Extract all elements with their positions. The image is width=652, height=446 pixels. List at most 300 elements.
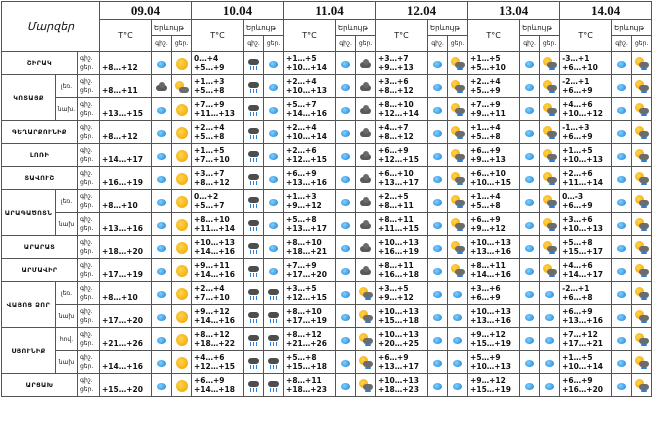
night-weather-cell xyxy=(612,213,632,236)
day-temp: +8…+10 xyxy=(102,201,138,210)
night-temp: +6…+10 xyxy=(378,169,414,178)
day-temp: +18…+23 xyxy=(286,385,327,394)
cloud-icon xyxy=(359,82,372,92)
day-temp: +12…+15 xyxy=(194,362,235,371)
temperature-range xyxy=(100,282,152,305)
night-weather-cell xyxy=(152,75,172,98)
day-temp: +21…+26 xyxy=(286,339,327,348)
night-weather-cell xyxy=(336,282,356,305)
temperature-range xyxy=(376,305,428,328)
night-weather-cell xyxy=(152,305,172,328)
night-weather-cell xyxy=(428,190,448,213)
sunrain-icon xyxy=(451,103,465,117)
night-weather-cell xyxy=(520,98,540,121)
subregion-label: նախ xyxy=(56,213,78,236)
day-label: ցեր. xyxy=(80,110,94,117)
day-temp: +13…+16 xyxy=(470,247,512,256)
sunrain-icon xyxy=(635,195,649,209)
night-weather-cell xyxy=(428,213,448,236)
night-temp: +1…+3 xyxy=(286,192,317,201)
day-temp: +8…+12 xyxy=(102,63,138,72)
rain-icon xyxy=(247,380,260,393)
day-temp: +14…+16 xyxy=(194,316,235,325)
drop-icon xyxy=(157,245,166,252)
day-temp: +15…+19 xyxy=(470,339,512,348)
drop-icon xyxy=(453,291,462,298)
rain-icon xyxy=(247,334,260,347)
night-weather-cell xyxy=(244,167,264,190)
day-weather-cell xyxy=(264,52,284,75)
temperature-range xyxy=(100,144,152,167)
day-short-label: ցեր. xyxy=(174,39,189,47)
time-of-day-labels xyxy=(78,213,100,236)
day-weather-cell xyxy=(264,305,284,328)
night-weather-cell xyxy=(612,75,632,98)
day-temp: +9…+13 xyxy=(378,63,414,72)
night-weather-cell xyxy=(152,144,172,167)
drop-icon xyxy=(545,314,554,321)
day-label: ցեր. xyxy=(80,363,94,370)
night-weather-cell xyxy=(612,259,632,282)
sunrain-icon xyxy=(359,356,373,370)
time-of-day-labels xyxy=(78,121,100,144)
drop-icon xyxy=(617,153,626,160)
night-weather-cell xyxy=(152,167,172,190)
subregion-label: լեռ. xyxy=(56,190,78,213)
night-temp xyxy=(102,353,151,362)
cloud-icon xyxy=(359,174,372,184)
night-temp: +10…+13 xyxy=(378,376,419,385)
table-row xyxy=(2,121,652,144)
sunrain-icon xyxy=(635,310,649,324)
night-temp xyxy=(102,261,151,270)
temperature-range xyxy=(376,213,428,236)
night-temp: -2…+1 xyxy=(562,77,590,86)
temperature-range xyxy=(560,144,612,167)
night-temp: +6…+9 xyxy=(562,307,593,316)
night-weather-cell xyxy=(336,98,356,121)
night-label: գիշ. xyxy=(80,216,93,223)
night-weather-cell xyxy=(428,374,448,397)
sunrain-icon xyxy=(635,287,649,301)
day-temp: +8…+12 xyxy=(194,178,230,187)
day-temp: +17…+20 xyxy=(102,316,143,325)
night-temp: +2…+4 xyxy=(470,77,501,86)
night-weather-cell xyxy=(336,167,356,190)
day-weather-cell xyxy=(540,167,560,190)
day-weather-cell xyxy=(172,374,192,397)
temperature-range xyxy=(560,374,612,397)
day-weather-cell xyxy=(172,98,192,121)
night-temp: +8…+10 xyxy=(194,215,230,224)
night-temp: +5…+9 xyxy=(470,353,501,362)
drop-icon xyxy=(433,84,442,91)
day-temp: +8…+12 xyxy=(378,132,414,141)
night-weather-cell xyxy=(244,328,264,351)
night-weather-cell xyxy=(152,351,172,374)
temperature-range xyxy=(468,98,520,121)
day-weather-cell xyxy=(540,259,560,282)
night-weather-cell xyxy=(520,328,540,351)
drop-icon xyxy=(525,199,534,206)
sunrain-icon xyxy=(543,126,557,140)
drop-icon xyxy=(341,383,350,390)
temperature-range xyxy=(192,328,244,351)
phenomenon-label: Երևույթ xyxy=(152,21,191,36)
temperature-range xyxy=(560,259,612,282)
temperature-range xyxy=(468,75,520,98)
day-weather-cell xyxy=(264,98,284,121)
night-temp: +10…+13 xyxy=(194,238,235,247)
night-weather-cell xyxy=(428,259,448,282)
drop-icon xyxy=(157,360,166,367)
temperature-range xyxy=(192,236,244,259)
table-row xyxy=(2,259,652,282)
temperature-range xyxy=(376,259,428,282)
day-weather-cell xyxy=(632,144,652,167)
temperature-range xyxy=(376,236,428,259)
night-weather-cell xyxy=(244,259,264,282)
drop-icon xyxy=(525,337,534,344)
temperature-range xyxy=(192,213,244,236)
cloud-icon xyxy=(359,266,372,276)
corner-label: Մարզեր xyxy=(2,2,100,52)
phenomenon-header xyxy=(336,20,376,52)
day-temp: +9…+12 xyxy=(470,224,506,233)
sunrain-icon xyxy=(635,57,649,71)
drop-icon xyxy=(341,61,350,68)
night-temp: +2…+4 xyxy=(286,123,317,132)
temperature-range xyxy=(560,236,612,259)
sunrain-icon xyxy=(543,80,557,94)
temperature-range xyxy=(284,259,336,282)
day-temp: +13…+17 xyxy=(378,362,419,371)
day-temp: +14…+17 xyxy=(562,270,604,279)
day-temp: +8…+12 xyxy=(378,86,414,95)
temperature-range xyxy=(192,98,244,121)
night-temp: +10…+13 xyxy=(378,307,419,316)
night-short-label: գիշ. xyxy=(244,36,264,51)
night-temp: +4…+6 xyxy=(194,353,225,362)
day-temp: +17…+19 xyxy=(286,316,327,325)
cloud-icon xyxy=(359,151,372,161)
night-weather-cell xyxy=(520,213,540,236)
night-weather-cell xyxy=(612,190,632,213)
day-label: ցեր. xyxy=(80,133,94,140)
sun-icon xyxy=(176,58,188,70)
night-temp xyxy=(102,146,151,155)
region-name: ՍՅՈՒՆԻՔ xyxy=(2,328,56,374)
time-of-day-labels xyxy=(78,236,100,259)
night-temp: +1…+4 xyxy=(470,192,501,201)
temperature-range xyxy=(192,75,244,98)
temperature-range xyxy=(468,190,520,213)
day-weather-cell xyxy=(264,190,284,213)
day-weather-cell xyxy=(356,328,376,351)
day-temp: +9…+12 xyxy=(286,201,322,210)
day-temp: +13…+16 xyxy=(286,178,327,187)
day-weather-cell xyxy=(356,213,376,236)
temperature-range xyxy=(284,190,336,213)
night-temp: +8…+12 xyxy=(194,330,230,339)
temperature-range xyxy=(560,121,612,144)
temperature-range xyxy=(468,121,520,144)
day-label: ցեր. xyxy=(80,317,94,324)
rain-icon xyxy=(247,127,260,140)
night-weather-cell xyxy=(336,52,356,75)
drop-icon xyxy=(525,176,534,183)
temperature-range xyxy=(192,144,244,167)
day-temp: +9…+12 xyxy=(378,293,414,302)
night-weather-cell xyxy=(336,305,356,328)
rain-icon xyxy=(247,173,260,186)
temperature-range xyxy=(376,52,428,75)
temperature-range xyxy=(284,328,336,351)
phenomenon-header xyxy=(152,20,192,52)
phenomenon-header xyxy=(428,20,468,52)
day-temp: +5…+9 xyxy=(194,63,225,72)
table-row xyxy=(2,75,652,98)
day-temp: +6…+9 xyxy=(562,201,593,210)
day-temp: +11…+14 xyxy=(562,178,604,187)
night-weather-cell xyxy=(612,328,632,351)
sun-icon xyxy=(176,334,188,346)
drop-icon xyxy=(617,61,626,68)
drop-icon xyxy=(269,107,278,114)
day-weather-cell xyxy=(540,305,560,328)
day-temp: +11…+13 xyxy=(194,109,235,118)
sunrain-icon xyxy=(359,287,373,301)
day-temp: +17…+19 xyxy=(102,270,143,279)
drop-icon xyxy=(157,176,166,183)
night-temp: +10…+13 xyxy=(378,330,419,339)
cloud-icon xyxy=(359,59,372,69)
day-weather-cell xyxy=(632,259,652,282)
day-weather-cell xyxy=(632,351,652,374)
cloud-icon xyxy=(155,82,168,92)
night-weather-cell xyxy=(336,259,356,282)
day-temp: +14…+16 xyxy=(194,270,235,279)
drop-icon xyxy=(157,61,166,68)
night-temp: +1…+5 xyxy=(562,353,593,362)
temperature-range xyxy=(376,374,428,397)
night-temp: +10…+13 xyxy=(470,238,512,247)
drop-icon xyxy=(341,84,350,91)
drop-icon xyxy=(341,245,350,252)
drop-icon xyxy=(433,268,442,275)
day-temp: +18…+23 xyxy=(378,385,419,394)
night-temp: +7…+9 xyxy=(194,100,225,109)
day-label: ցեր. xyxy=(80,340,94,347)
night-weather-cell xyxy=(428,144,448,167)
temperature-range xyxy=(284,121,336,144)
cloud-icon xyxy=(359,105,372,115)
day-weather-cell xyxy=(356,351,376,374)
day-temp: +21…+26 xyxy=(102,339,143,348)
night-temp: +6…+9 xyxy=(378,353,409,362)
day-weather-cell xyxy=(172,282,192,305)
night-weather-cell xyxy=(612,52,632,75)
table-row xyxy=(2,190,652,213)
day-weather-cell xyxy=(540,52,560,75)
time-of-day-labels xyxy=(78,374,100,397)
day-weather-cell xyxy=(264,144,284,167)
night-temp: +3…+6 xyxy=(378,77,409,86)
day-weather-cell xyxy=(264,328,284,351)
night-weather-cell xyxy=(428,351,448,374)
night-weather-cell xyxy=(428,121,448,144)
sunrain-icon xyxy=(543,57,557,71)
region-name: ԱՐՄԱՎԻՐ xyxy=(2,259,78,282)
date-2: 10.04 xyxy=(192,2,284,20)
night-temp: +3…+5 xyxy=(286,284,317,293)
rain-icon xyxy=(247,104,260,117)
temperature-range xyxy=(468,167,520,190)
region-name: ԱՐՑԱԽ xyxy=(2,374,78,397)
night-temp: +2…+5 xyxy=(378,192,409,201)
drop-icon xyxy=(525,360,534,367)
temperature-range xyxy=(560,52,612,75)
drop-icon xyxy=(433,360,442,367)
day-weather-cell xyxy=(264,259,284,282)
night-temp xyxy=(102,215,151,224)
drop-icon xyxy=(433,314,442,321)
night-weather-cell xyxy=(520,374,540,397)
day-temp: +15…+17 xyxy=(562,247,604,256)
subregion-label: հով. xyxy=(56,328,78,351)
night-weather-cell xyxy=(152,121,172,144)
night-label: գիշ. xyxy=(80,124,93,131)
day-temp: +14…+16 xyxy=(102,362,143,371)
night-short-label: գիշ. xyxy=(152,36,172,51)
date-3: 11.04 xyxy=(284,2,376,20)
date-1: 09.04 xyxy=(100,2,192,20)
time-of-day-labels xyxy=(78,259,100,282)
day-weather-cell xyxy=(172,259,192,282)
night-label: գիշ. xyxy=(80,239,93,246)
cloud-icon xyxy=(359,197,372,207)
day-short-label: ցեր. xyxy=(542,39,557,47)
drop-icon xyxy=(341,130,350,137)
night-weather-cell xyxy=(520,259,540,282)
cloud-icon xyxy=(359,128,372,138)
temperature-range xyxy=(468,351,520,374)
day-temp: +9…+13 xyxy=(470,155,506,164)
day-weather-cell xyxy=(632,328,652,351)
day-weather-cell xyxy=(448,282,468,305)
day-temp: +18…+20 xyxy=(102,247,143,256)
day-temp: +10…+15 xyxy=(470,178,512,187)
temperature-range xyxy=(192,167,244,190)
temperature-range xyxy=(100,374,152,397)
drop-icon xyxy=(453,314,462,321)
night-temp: +4…+6 xyxy=(562,261,593,270)
day-weather-cell xyxy=(356,75,376,98)
temperature-range xyxy=(100,213,152,236)
day-label: ցեր. xyxy=(80,248,94,255)
sunrain-icon xyxy=(451,80,465,94)
drop-icon xyxy=(269,176,278,183)
day-short-label: ցեր. xyxy=(266,39,281,47)
day-weather-cell xyxy=(264,351,284,374)
sunrain-icon xyxy=(543,218,557,232)
night-temp xyxy=(102,77,151,86)
phenomenon-label: Երևույթ xyxy=(612,21,651,36)
day-temp: +10…+13 xyxy=(562,224,604,233)
day-weather-cell xyxy=(264,213,284,236)
day-weather-cell xyxy=(448,259,468,282)
night-weather-cell xyxy=(612,351,632,374)
drop-icon xyxy=(617,268,626,275)
day-temp: +10…+13 xyxy=(562,155,604,164)
day-weather-cell xyxy=(632,98,652,121)
night-weather-cell xyxy=(428,98,448,121)
night-temp: +4…+6 xyxy=(562,100,593,109)
temperature-range xyxy=(284,167,336,190)
night-temp: +6…+9 xyxy=(378,146,409,155)
night-weather-cell xyxy=(152,374,172,397)
day-weather-cell xyxy=(356,259,376,282)
drop-icon xyxy=(157,337,166,344)
day-weather-cell xyxy=(632,75,652,98)
temperature-range xyxy=(376,328,428,351)
night-temp xyxy=(102,100,151,109)
day-weather-cell xyxy=(356,167,376,190)
sunrain-icon xyxy=(635,264,649,278)
night-temp: -1…+3 xyxy=(562,123,590,132)
night-short-label: գիշ. xyxy=(428,36,448,51)
sun-icon xyxy=(176,127,188,139)
day-weather-cell xyxy=(448,167,468,190)
day-temp: +10…+14 xyxy=(286,63,327,72)
day-temp: +6…+9 xyxy=(562,132,593,141)
day-temp: +8…+11 xyxy=(378,201,414,210)
temperature-range xyxy=(468,213,520,236)
temperature-range xyxy=(284,374,336,397)
sunrain-icon xyxy=(635,126,649,140)
night-temp: +2…+4 xyxy=(194,284,225,293)
temperature-range xyxy=(192,282,244,305)
night-weather-cell xyxy=(520,282,540,305)
night-short-label: գիշ. xyxy=(612,36,632,51)
day-temp: +10…+13 xyxy=(286,86,327,95)
sunrain-icon xyxy=(635,103,649,117)
day-temp: +5…+8 xyxy=(470,132,501,141)
day-weather-cell xyxy=(540,351,560,374)
day-weather-cell xyxy=(356,282,376,305)
night-temp: +2…+6 xyxy=(286,146,317,155)
night-weather-cell xyxy=(336,75,356,98)
night-weather-cell xyxy=(152,190,172,213)
day-temp: +13…+16 xyxy=(562,316,604,325)
night-label: գիշ. xyxy=(80,331,93,338)
day-temp: +6…+8 xyxy=(562,293,593,302)
day-weather-cell xyxy=(448,98,468,121)
night-weather-cell xyxy=(428,328,448,351)
phenomenon-label: Երևույթ xyxy=(428,21,467,36)
day-weather-cell xyxy=(172,167,192,190)
drop-icon xyxy=(341,291,350,298)
cloud-icon xyxy=(359,243,372,253)
night-weather-cell xyxy=(428,52,448,75)
day-temp: +14…+16 xyxy=(194,247,235,256)
night-weather-cell xyxy=(244,121,264,144)
day-temp: +17…+21 xyxy=(562,339,604,348)
drop-icon xyxy=(157,291,166,298)
sunrain-icon xyxy=(635,172,649,186)
phenomenon-label: Երևույթ xyxy=(520,21,559,36)
night-temp: +1…+4 xyxy=(470,123,501,132)
